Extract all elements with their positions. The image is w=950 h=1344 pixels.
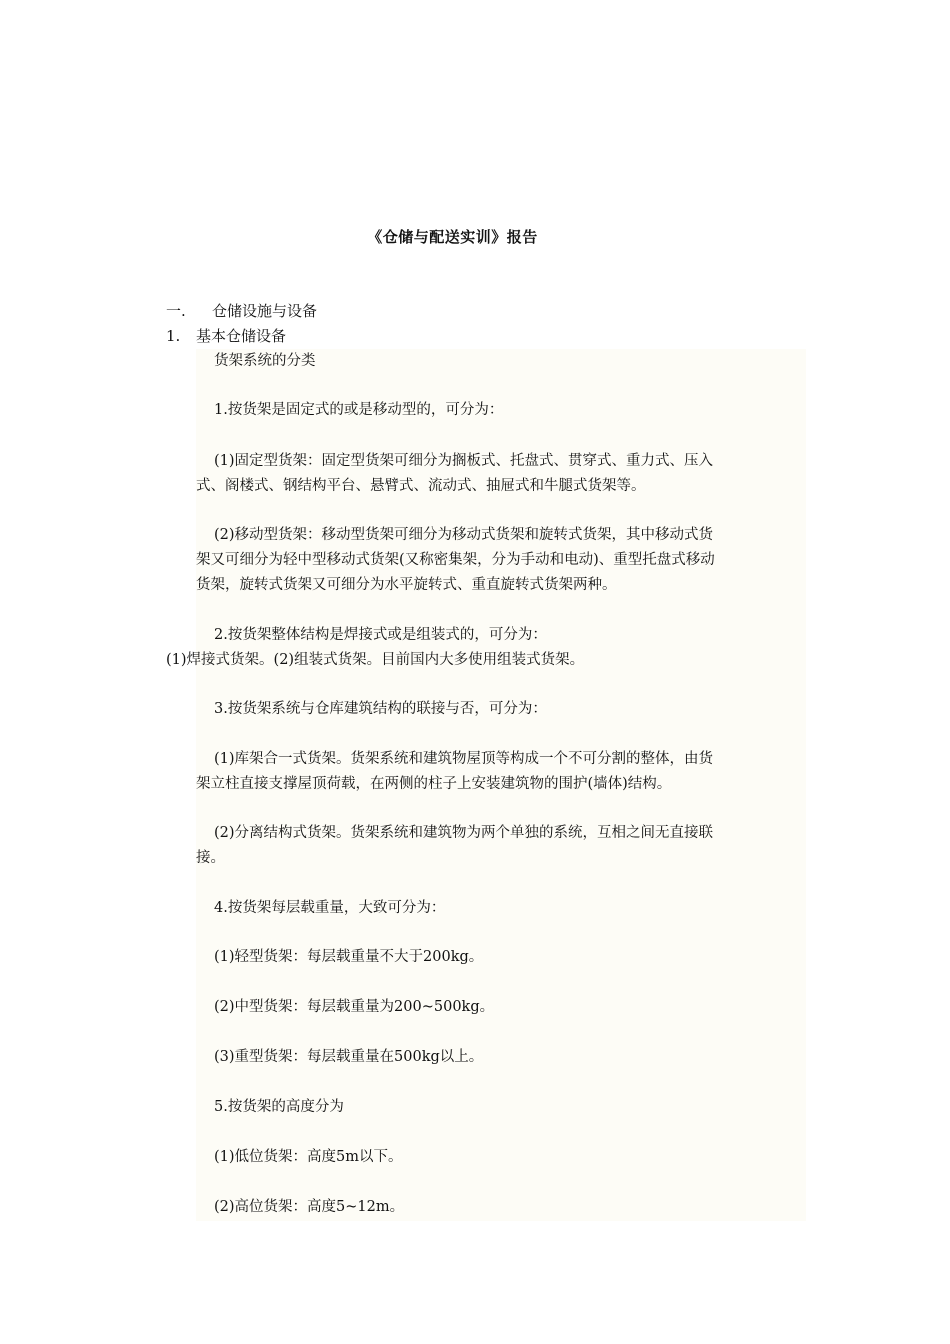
paragraph-line: (1)轻型货架：每层载重量不大于200kg。 xyxy=(214,949,484,965)
section-text: 仓储设施与设备 xyxy=(212,302,318,320)
paragraph-line: (2)高位货架：高度5~12m。 xyxy=(214,1199,405,1215)
paragraph-line: (3)重型货架：每层载重量在500kg以上。 xyxy=(214,1049,484,1065)
paragraph-line: (1)低位货架：高度5m以下。 xyxy=(214,1149,403,1165)
paragraph-line: 架立柱直接支撑屋顶荷载，在两侧的柱子上安装建筑物的围护(墙体)结构。 xyxy=(196,776,672,792)
document-title: 《仓储与配送实训》报告 xyxy=(367,228,538,246)
paragraph-line: 4.按货架每层载重量，大致可分为： xyxy=(214,900,446,916)
paragraph-line: (2)移动型货架：移动型货架可细分为移动式货架和旋转式货架，其中移动式货 xyxy=(214,527,714,543)
paragraph-line: 架又可细分为轻中型移动式货架(又称密集架，分为手动和电动)、重型托盘式移动 xyxy=(196,552,715,568)
paragraph-line: 货架，旋转式货架又可细分为水平旋转式、重直旋转式货架两种。 xyxy=(196,577,617,593)
paragraph-line: 5.按货架的高度分为 xyxy=(214,1099,344,1115)
paragraph-line: (1)焊接式货架。(2)组装式货架。目前国内大多使用组装式货架。 xyxy=(166,652,585,668)
paragraph-line: (2)分离结构式货架。货架系统和建筑物为两个单独的系统，互相之间无直接联 xyxy=(214,825,714,841)
section-number: 一. xyxy=(166,302,186,320)
paragraph-line: (1)库架合一式货架。货架系统和建筑物屋顶等构成一个不可分割的整体，由货 xyxy=(214,751,714,767)
paragraph-line: 式、阁楼式、钢结构平台、悬臂式、流动式、抽屉式和牛腿式货架等。 xyxy=(196,478,646,494)
paragraph-line: 1.按货架是固定式的或是移动型的，可分为： xyxy=(214,402,504,418)
subsection-heading xyxy=(166,325,286,347)
section-heading xyxy=(166,300,317,322)
paragraph-line: 3.按货架系统与仓库建筑结构的联接与否，可分为： xyxy=(214,701,547,717)
subsection-number: 1. xyxy=(166,327,181,345)
paragraph-line: 2.按货架整体结构是焊接式或是组装式的，可分为： xyxy=(214,627,547,643)
paragraph-line: (1)固定型货架：固定型货架可细分为搁板式、托盘式、贯穿式、重力式、压入 xyxy=(214,453,714,469)
paragraph-line: 接。 xyxy=(196,850,225,866)
paragraph-line: 货架系统的分类 xyxy=(214,353,316,369)
paragraph-line: (2)中型货架：每层载重量为200~500kg。 xyxy=(214,999,495,1015)
subsection-text: 基本仓储设备 xyxy=(196,327,287,345)
